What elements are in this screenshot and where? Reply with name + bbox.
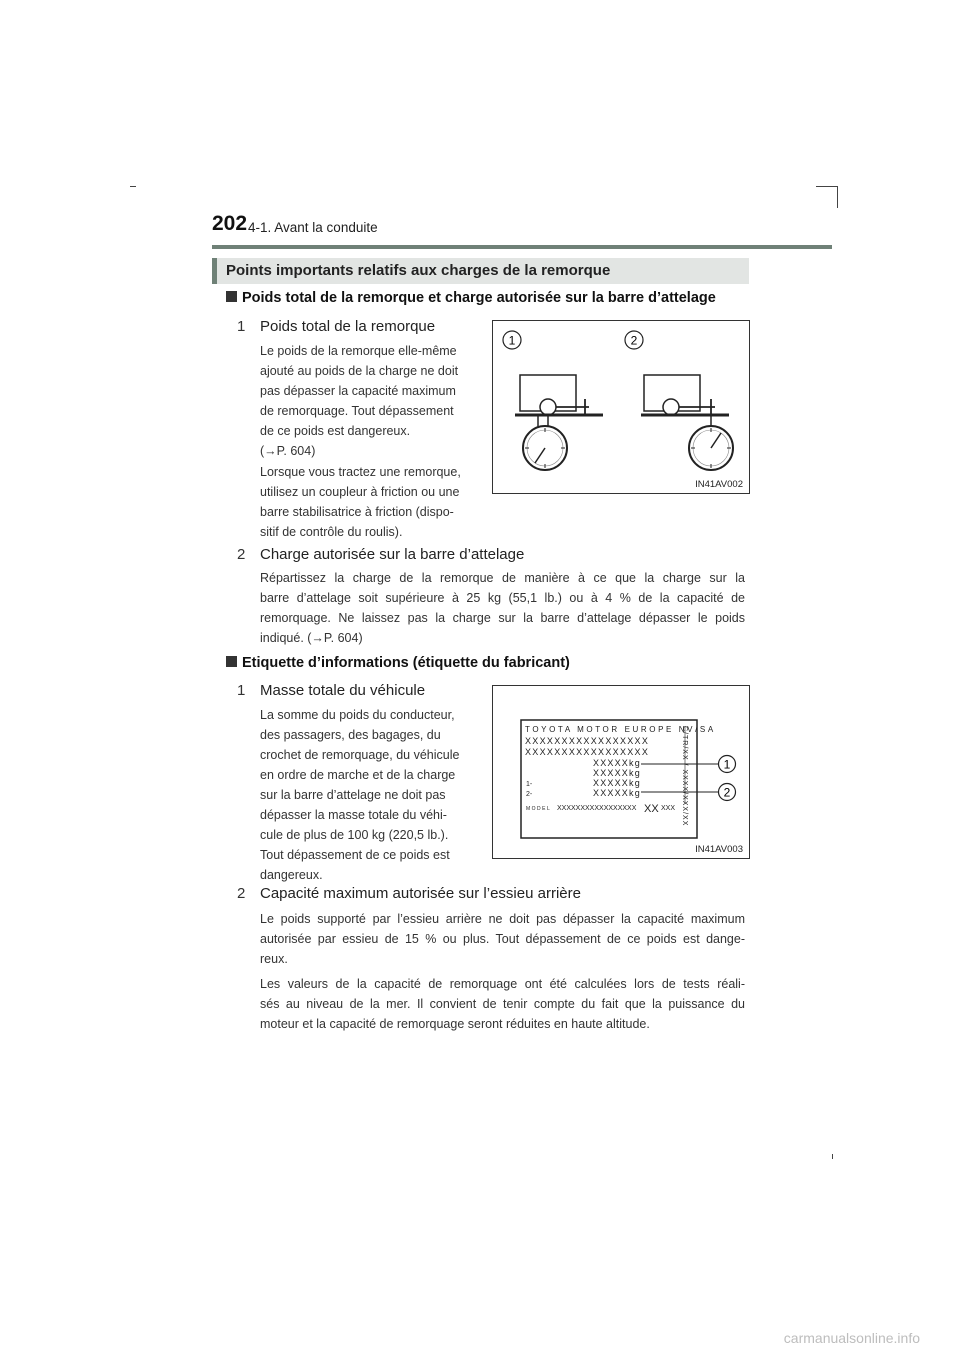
- subheading-manufacturer-label: [226, 655, 570, 671]
- text-line: autorisée par essieu de 15 % ou plus. Tout dépassement de ce poids est dange-: [260, 932, 745, 946]
- text-line: crochet de remorquage, du véhicule: [260, 748, 460, 762]
- paragraph-coupler: [260, 462, 478, 542]
- callout-1: [719, 756, 736, 773]
- subheading-text: Etiquette d’informations (étiquette du fabricant): [242, 655, 570, 671]
- paragraph-rear-axle: [260, 909, 745, 969]
- subheading-text: Poids total de la remorque et charge autorisée sur la barre d’attelage: [242, 290, 716, 306]
- text-line: Lorsque vous tractez une remorque,: [260, 465, 461, 479]
- scale-dial-right: [689, 426, 733, 470]
- svg-text:2: 2: [630, 333, 638, 348]
- text-line: moteur et la capacité de remorquage seront réduites en haute altitude.: [260, 1017, 650, 1031]
- paragraph-trailer-weight: [260, 341, 478, 461]
- crop-mark-top-right-v: [837, 186, 838, 208]
- text-line: reux.: [260, 952, 288, 966]
- paragraph-gross-mass: [260, 705, 478, 885]
- label-kg1: XXXXXkg: [593, 758, 641, 768]
- text-line: indiqué. (→P. 604): [260, 631, 363, 645]
- section-accent: [212, 258, 217, 284]
- subheading-trailer-weight: [226, 290, 716, 306]
- watermark: carmanualsonline.info: [783, 1330, 920, 1346]
- header-rule: [212, 245, 832, 249]
- text-line: dangereux.: [260, 868, 323, 882]
- svg-text:2: 2: [723, 785, 731, 800]
- item-title: Poids total de la remorque: [260, 318, 436, 335]
- text-line: de ce poids est dangereux.: [260, 424, 411, 438]
- item-title: Capacité maximum autorisée sur l’essieu arrière: [260, 885, 581, 902]
- label-row1: XXXXXXXXXXXXXXXXX: [525, 736, 650, 746]
- item-number: 1: [237, 318, 246, 335]
- text-line: remorquage. Ne laissez pas la charge sur la barre d’attelage dépasser le poids: [260, 611, 745, 625]
- figure-manufacturer-label: [492, 685, 750, 859]
- label-model-value: XXXXXXXXXXXXXXXXX: [557, 805, 637, 812]
- running-header: 4-1. Avant la conduite: [248, 220, 378, 235]
- item-title: Masse totale du véhicule: [260, 682, 426, 699]
- text-line: Les valeurs de la capacité de remorquage ont été calculées lors de tests réali-: [260, 977, 745, 991]
- trailer-left: [515, 375, 603, 429]
- callout-1: [503, 331, 521, 349]
- section-title: Points importants relatifs aux charges de la remorque: [226, 262, 611, 279]
- text-line: ajouté au poids de la charge ne doit: [260, 364, 459, 378]
- text-line: barre d’attelage soit supérieure à 25 kg (55,1 lb.) ou à 4 % de la capacité de: [260, 591, 745, 605]
- item-number: 1: [237, 682, 246, 699]
- bullet-square-icon: [226, 656, 237, 667]
- text-line: Tout dépassement de ce poids est: [260, 848, 450, 862]
- label-kg4-prefix: 2-: [526, 791, 533, 798]
- svg-text:1: 1: [508, 333, 516, 348]
- crop-mark-top-right-h: [816, 186, 838, 187]
- text-line: La somme du poids du conducteur,: [260, 708, 455, 722]
- label-maker: TOYOTA MOTOR EUROPE NV/SA: [525, 725, 716, 734]
- section-title-bar: [212, 258, 749, 284]
- text-line: sur la barre d’attelage ne doit pas: [260, 788, 446, 802]
- text-line: sitif de contrôle du roulis).: [260, 525, 403, 539]
- crop-mark-bottom-right: [832, 1154, 833, 1159]
- label-model-xx: XX: [644, 803, 659, 815]
- trailer-right: [641, 375, 729, 429]
- paragraph-tongue-load: [260, 568, 745, 648]
- text-line: des passagers, des bagages, du: [260, 728, 441, 742]
- svg-text:1: 1: [723, 757, 731, 772]
- text-line: cule de plus de 100 kg (220,5 lb.).: [260, 828, 449, 842]
- label-kg3: XXXXXkg: [593, 778, 641, 788]
- text-line: en ordre de marche et de la charge: [260, 768, 456, 782]
- crop-mark-top-left: [130, 186, 136, 187]
- label-side-text: C/TR/XX / XXXX/XXX/XX: [681, 726, 688, 827]
- callout-2: [625, 331, 643, 349]
- item-title: Charge autorisée sur la barre d’attelage: [260, 546, 525, 563]
- label-model: MODEL: [526, 806, 552, 812]
- label-model-end: XXX: [661, 805, 676, 812]
- trailer-scales-illustration: [493, 321, 749, 493]
- item-number: 2: [237, 885, 246, 902]
- figure-trailer-scales: [492, 320, 750, 494]
- text-line: Le poids supporté par l’essieu arrière ne doit pas dépasser la capacité maximum: [260, 912, 745, 926]
- text-line: barre stabilisatrice à friction (dispo-: [260, 505, 454, 519]
- label-kg3-prefix: 1-: [526, 781, 533, 788]
- item-number: 2: [237, 546, 246, 563]
- figure-code: IN41AV002: [695, 479, 743, 490]
- paragraph-altitude: [260, 974, 745, 1034]
- text-line: Répartissez la charge de la remorque de manière à ce que la charge sur la: [260, 571, 745, 585]
- text-line: dépasser la masse totale du véhi-: [260, 808, 447, 822]
- text-line: utilisez un coupleur à friction ou une: [260, 485, 460, 499]
- text-line: sés au niveau de la mer. Il convient de tenir compte du fait que la puissance du: [260, 997, 745, 1011]
- text-line: pas dépasser la capacité maximum: [260, 384, 456, 398]
- manufacturer-label-illustration: [493, 686, 749, 858]
- label-kg4: XXXXXkg: [593, 788, 641, 798]
- callout-2: [719, 784, 736, 801]
- scale-dial-left: [523, 426, 567, 470]
- label-kg2: XXXXXkg: [593, 768, 641, 778]
- page-number: 202: [212, 212, 248, 235]
- figure-code: IN41AV003: [695, 844, 743, 855]
- text-line: (→P. 604): [260, 444, 316, 458]
- text-line: Le poids de la remorque elle-même: [260, 344, 457, 358]
- label-row2: XXXXXXXXXXXXXXXXX: [525, 747, 650, 757]
- text-line: de remorquage. Tout dépassement: [260, 404, 454, 418]
- bullet-square-icon: [226, 291, 237, 302]
